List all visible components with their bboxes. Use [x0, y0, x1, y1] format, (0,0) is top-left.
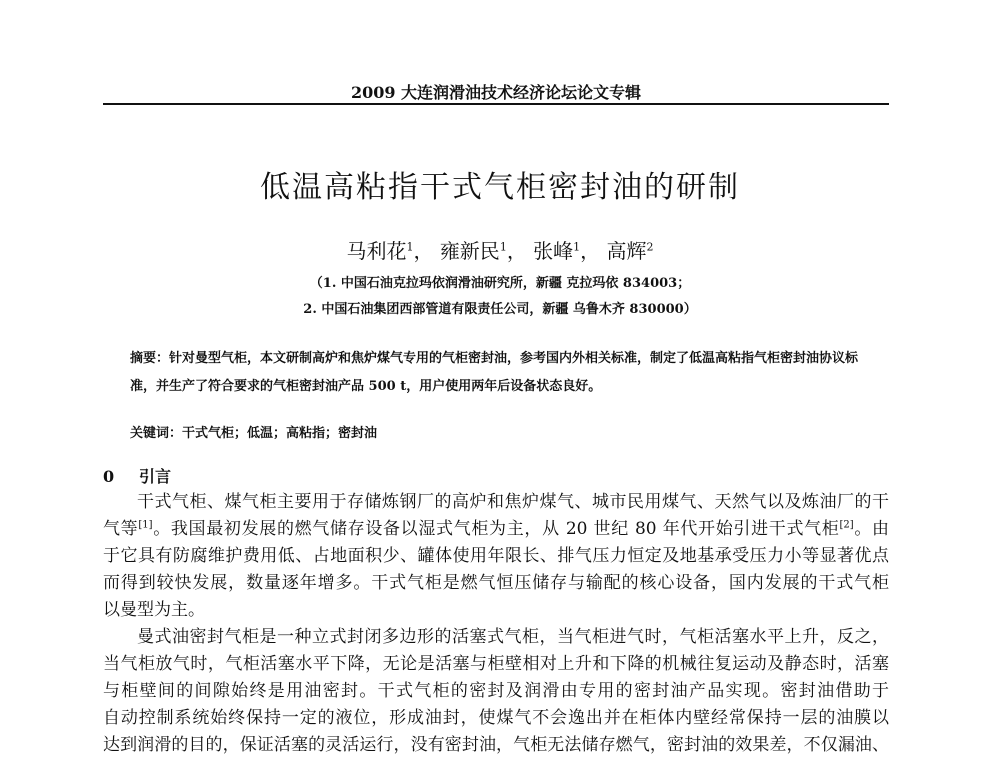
author-affil-marker: 1	[573, 240, 581, 254]
affiliation-2: 2. 中国石油集团西部管道有限责任公司，新疆 乌鲁木齐 830000）	[303, 302, 697, 317]
body-line: 当气柜放气时，气柜活塞水平下降，无论是活塞与柜壁相对上升和下降的机械往复运动及静态时，活塞	[103, 654, 889, 674]
citation-marker: [1]	[138, 519, 153, 531]
body-line-text: 气等	[103, 519, 139, 539]
author-separator: ，	[580, 239, 601, 263]
body-line-text: 。我国最初发展的燃气储存设备以湿式气柜为主，从 20 世纪 80 年代开始引进干式气柜	[152, 519, 840, 539]
body-line: 自动控制系统始终保持一定的液位，形成油封，使煤气不会逸出并在柜体内壁经常保持一层的油膜以	[103, 708, 889, 728]
section-number: 0	[103, 467, 115, 486]
abstract-text: 针对曼型气柜，本文研制高炉和焦炉煤气专用的气柜密封油，参考国内外相关标准，制定了低温高粘指气柜密封油协议标准，并生产了符合要求的气柜密封油产品 500 t，用户使用两年后设备状态良好。	[130, 351, 859, 394]
running-header: 2009 大连润滑油技术经济论坛论文专辑	[350, 83, 642, 102]
header-rule	[103, 103, 889, 105]
author-name: 雍新民	[439, 239, 500, 263]
abstract-label: 摘要：	[130, 351, 170, 366]
body-line-text: 。由	[853, 519, 889, 539]
body-line: 以曼型为主。	[103, 600, 205, 620]
author-separator: ，	[506, 239, 527, 263]
body-line: 曼式油密封气柜是一种立式封闭多边形的活塞式气柜，当气柜进气时，气柜活塞水平上升，反之，	[137, 627, 889, 647]
paper-title: 低温高粘指干式气柜密封油的研制	[260, 170, 740, 205]
keywords-text: 干式气柜；低温；高粘指；密封油	[182, 426, 378, 441]
author-name: 高辉	[606, 239, 647, 263]
author-name: 张峰	[533, 239, 574, 263]
author-affil-marker: 2	[646, 240, 654, 254]
abstract	[130, 345, 875, 401]
author-separator: ，	[413, 239, 434, 263]
keywords	[130, 422, 875, 441]
body-line: 干式气柜、煤气柜主要用于存储炼钢厂的高炉和焦炉煤气、城市民用煤气、天然气以及炼油厂的干	[137, 492, 889, 512]
keywords-label: 关键词：	[130, 426, 183, 441]
body-line: 与柜壁间的间隙始终是用油密封。干式气柜的密封及润滑由专用的密封油产品实现。密封油借助于	[103, 681, 889, 701]
section-title: 引言	[139, 467, 172, 486]
author-list	[0, 235, 1000, 264]
author-name: 马利花	[346, 239, 407, 263]
section-heading	[103, 464, 171, 487]
author-affil-marker: 1	[499, 240, 507, 254]
body-line	[103, 518, 889, 540]
author-affil-marker: 1	[406, 240, 414, 254]
affiliation-1: （1. 中国石油克拉玛依润滑油研究所，新疆 克拉玛依 834003；	[309, 276, 691, 291]
body-line: 而得到较快发展，数量逐年增多。干式气柜是燃气恒压储存与输配的核心设备，国内发展的干式气柜	[103, 573, 889, 593]
citation-marker: [2]	[839, 519, 854, 531]
body-line: 达到润滑的目的，保证活塞的灵活运行，没有密封油，气柜无法储存燃气，密封油的效果差，不仅漏油、	[103, 735, 889, 755]
body-line: 于它具有防腐维护费用低、占地面积少、罐体使用年限长、排气压力恒定及地基承受压力小等显著优点	[103, 546, 889, 566]
